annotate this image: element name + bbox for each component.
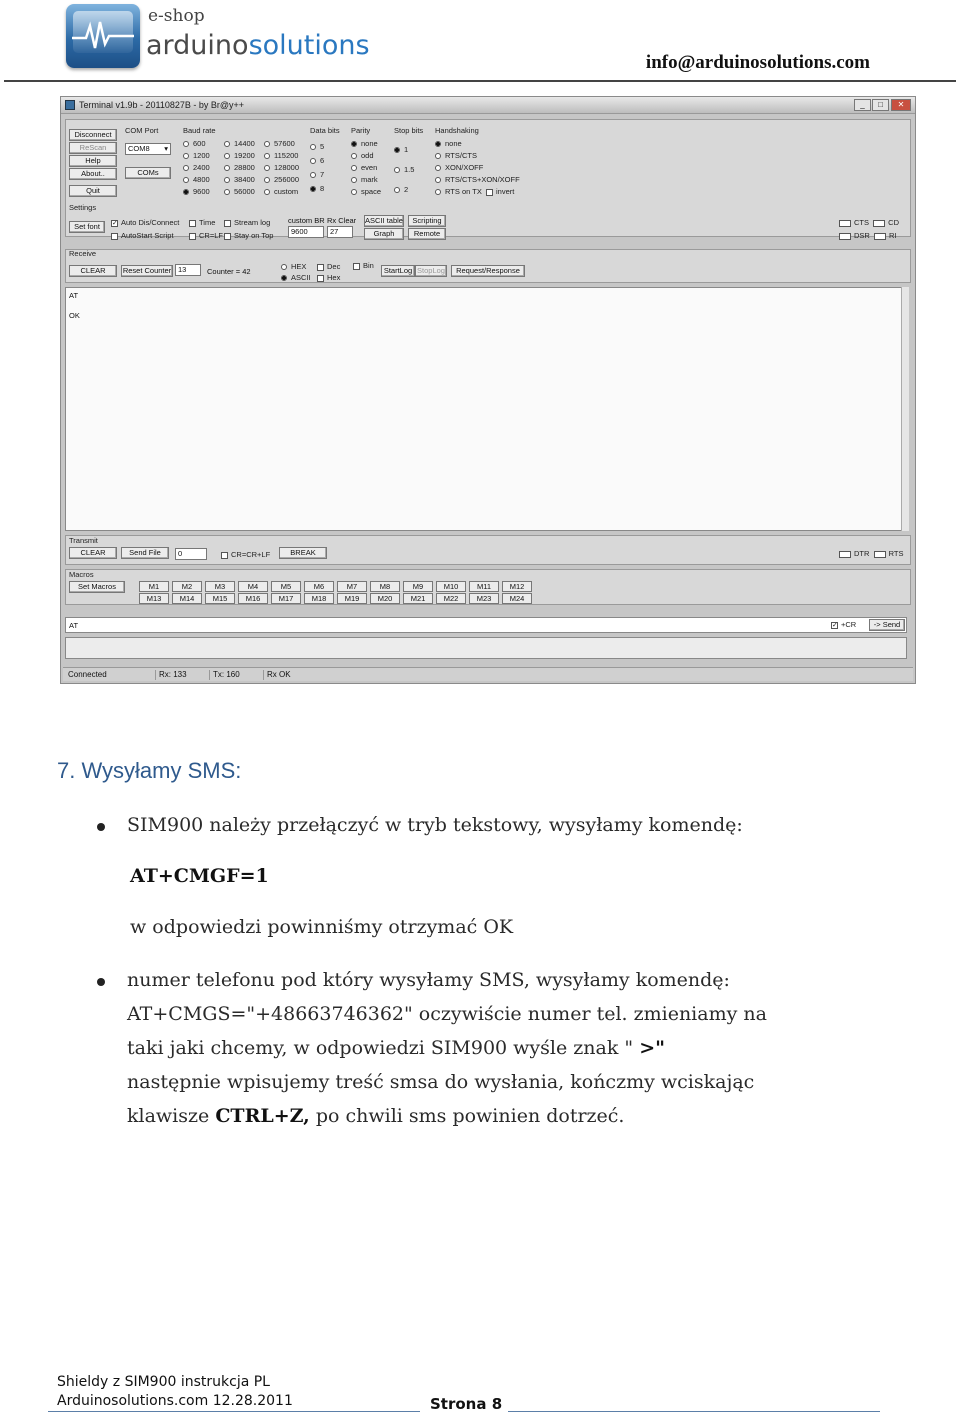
footer-site-date: Arduinosolutions.com 12.28.2011 bbox=[57, 1393, 293, 1409]
rx-clear-input[interactable]: 27 bbox=[327, 226, 353, 238]
data-bits-options[interactable]: 5 6 7 8 bbox=[310, 140, 324, 196]
counter-input[interactable]: 13 bbox=[175, 264, 201, 276]
graph-button[interactable]: Graph bbox=[364, 228, 404, 240]
app-icon bbox=[65, 100, 75, 110]
receive-scrollbar[interactable] bbox=[901, 287, 909, 531]
logo bbox=[66, 4, 386, 70]
macro-button[interactable]: M6 bbox=[304, 581, 334, 592]
transmit-input-value: AT bbox=[69, 621, 79, 630]
bullet-icon bbox=[97, 978, 105, 986]
pulse-icon bbox=[72, 18, 134, 54]
com-port-select[interactable]: COM8 ▾ bbox=[125, 143, 171, 155]
logo-brand-text: arduinosolutions bbox=[146, 30, 370, 61]
scripting-button[interactable]: Scripting bbox=[408, 215, 446, 227]
macro-button[interactable]: M4 bbox=[238, 581, 268, 592]
com-port-label: COM Port bbox=[125, 126, 159, 135]
macro-button[interactable]: M20 bbox=[370, 593, 400, 604]
coms-button[interactable]: COMs bbox=[125, 167, 171, 179]
settings-checks-col3[interactable]: Stream log Stay on Top bbox=[224, 216, 273, 242]
status-tx: Tx: 160 bbox=[209, 670, 240, 680]
stoplog-button[interactable]: StopLog bbox=[415, 265, 447, 277]
baud-col-2[interactable]: 14400 19200 28800 38400 56000 bbox=[224, 138, 255, 198]
macro-button[interactable]: M3 bbox=[205, 581, 235, 592]
macros-label: Macros bbox=[69, 570, 94, 579]
bullet-2-line-5: klawisze CTRL+Z, po chwili sms powinien dotrzeć. bbox=[127, 1105, 625, 1127]
bullet-2-line-2: AT+CMGS="+48663746362" oczywiście numer tel. zmieniamy na bbox=[127, 1003, 767, 1025]
receive-line: OK bbox=[69, 311, 80, 320]
parity-label: Parity bbox=[351, 126, 371, 135]
handshaking-options[interactable]: none RTS/CTS XON/XOFF RTS/CTS+XON/XOFF RTS on TX invert bbox=[435, 138, 520, 198]
minimize-icon[interactable]: _ bbox=[854, 99, 871, 111]
parity-options[interactable]: none odd even mark space bbox=[351, 138, 381, 198]
footer-rule-left bbox=[48, 1411, 420, 1412]
transmit-input[interactable] bbox=[65, 617, 907, 633]
counter-label: Counter = 42 bbox=[207, 267, 251, 276]
clear-receive-button[interactable]: CLEAR bbox=[69, 265, 117, 277]
data-bits-label: Data bits bbox=[310, 126, 340, 135]
startlog-button[interactable]: StartLog bbox=[381, 265, 415, 277]
rescan-button[interactable]: ReScan bbox=[69, 142, 117, 154]
status-bar bbox=[63, 667, 913, 681]
plus-cr-checkbox[interactable]: ✓ +CR bbox=[832, 620, 857, 629]
receive-output[interactable] bbox=[65, 287, 907, 531]
bullet-2-line-1: numer telefonu pod który wysyłamy SMS, wysyłamy komendę: bbox=[127, 969, 730, 991]
status-rxok: Rx OK bbox=[263, 670, 291, 680]
reset-counter-button[interactable]: Reset Counter bbox=[122, 266, 172, 275]
macro-button[interactable]: M18 bbox=[304, 593, 334, 604]
led-indicators-top: CTS CD DSR RI bbox=[839, 216, 899, 242]
handshaking-label: Handshaking bbox=[435, 126, 479, 135]
custom-br-label: custom BR bbox=[288, 216, 325, 225]
terminal-title: Terminal v1.9b - 20110827B - by Br@y++ bbox=[79, 100, 245, 110]
bullet-2-line-3: taki jaki chcemy, w odpowiedzi SIM900 wyśle znak " >" bbox=[127, 1037, 666, 1059]
macro-button[interactable]: M1 bbox=[139, 581, 169, 592]
baud-col-3[interactable]: 57600 115200 128000 256000 custom bbox=[264, 138, 299, 198]
led-indicators-bottom: DTR RTS bbox=[839, 549, 903, 558]
macro-button[interactable]: M11 bbox=[469, 581, 499, 592]
transmit-label: Transmit bbox=[69, 536, 98, 545]
macro-button[interactable]: M10 bbox=[436, 581, 466, 592]
close-icon[interactable]: ✕ bbox=[891, 99, 911, 111]
page-number: Strona 8 bbox=[430, 1395, 503, 1413]
chevron-down-icon: ▾ bbox=[164, 144, 168, 153]
set-macros-button[interactable]: Set Macros bbox=[69, 581, 125, 593]
disconnect-button[interactable]: Disconnect bbox=[69, 129, 117, 141]
macro-button[interactable]: M19 bbox=[337, 593, 367, 604]
macro-button[interactable]: M13 bbox=[139, 593, 169, 604]
transmit-history[interactable] bbox=[65, 637, 907, 659]
macro-button[interactable]: M9 bbox=[403, 581, 433, 592]
settings-checks-col1[interactable]: ✓ Auto Dis/Connect AutoStart Script bbox=[112, 218, 180, 240]
stop-bits-options[interactable]: 1 1.5 2 bbox=[394, 140, 414, 200]
about-button[interactable]: About.. bbox=[69, 168, 117, 180]
terminal-window bbox=[60, 96, 916, 684]
status-connection: Connected bbox=[68, 670, 107, 679]
receive-mode-2[interactable]: Dec Hex bbox=[317, 261, 340, 283]
set-font-button[interactable]: Set font bbox=[69, 221, 105, 233]
macro-button[interactable]: M21 bbox=[403, 593, 433, 604]
macro-button[interactable]: M8 bbox=[370, 581, 400, 592]
receive-mode-1[interactable]: HEX ASCII bbox=[281, 261, 311, 283]
receive-line: AT bbox=[69, 291, 79, 300]
settings-label: Settings bbox=[69, 203, 97, 212]
bullet-icon bbox=[97, 823, 105, 831]
help-button[interactable]: Help bbox=[69, 155, 117, 167]
custom-br-input[interactable]: 9600 bbox=[288, 226, 324, 238]
receive-label: Receive bbox=[69, 249, 97, 258]
baud-rate-label: Baud rate bbox=[183, 126, 216, 135]
stop-bits-label: Stop bits bbox=[394, 126, 424, 135]
response-text: w odpowiedzi powinniśmy otrzymać OK bbox=[130, 916, 514, 938]
footer-rule-right bbox=[508, 1411, 880, 1412]
footer-doc-title: Shieldy z SIM900 instrukcja PL bbox=[57, 1374, 270, 1390]
terminal-titlebar bbox=[61, 97, 915, 114]
baud-col-1[interactable]: 600 1200 2400 4800 9600 bbox=[183, 138, 210, 198]
macro-button[interactable]: M2 bbox=[172, 581, 202, 592]
send-file-input[interactable]: 0 bbox=[175, 548, 207, 560]
section-heading: 7. Wysyłamy SMS: bbox=[57, 758, 242, 783]
settings-checks-col2[interactable]: Time CR=LF bbox=[189, 216, 223, 242]
rx-clear-label: Rx Clear bbox=[327, 216, 357, 225]
send-button[interactable]: -> Send bbox=[869, 619, 905, 631]
macro-button[interactable]: M17 bbox=[271, 593, 301, 604]
ascii-table-button[interactable]: ASCII table bbox=[365, 216, 403, 225]
remote-button[interactable]: Remote bbox=[408, 228, 446, 240]
header-divider bbox=[4, 80, 956, 82]
macro-button[interactable]: M23 bbox=[469, 593, 499, 604]
bullet-1-text: SIM900 należy przełączyć w tryb tekstowy, wysyłamy komendę: bbox=[127, 814, 743, 836]
header-email[interactable]: info@arduinosolutions.com bbox=[645, 52, 870, 73]
command-cmgf: AT+CMGF=1 bbox=[130, 865, 269, 887]
macro-button[interactable]: M5 bbox=[271, 581, 301, 592]
request-response-button[interactable]: Request/Response bbox=[451, 265, 525, 277]
macro-button[interactable]: M22 bbox=[436, 593, 466, 604]
macro-button[interactable]: M24 bbox=[502, 593, 532, 604]
macro-button[interactable]: M15 bbox=[205, 593, 235, 604]
receive-mode-3[interactable]: Bin bbox=[353, 261, 374, 270]
break-button[interactable]: BREAK bbox=[279, 547, 327, 559]
macro-button[interactable]: M14 bbox=[172, 593, 202, 604]
macro-button[interactable]: M16 bbox=[238, 593, 268, 604]
bullet-2-line-4: następnie wpisujemy treść smsa do wysłania, kończmy wciskając bbox=[127, 1071, 755, 1093]
send-file-button[interactable]: Send File bbox=[121, 547, 169, 559]
quit-button[interactable]: Quit bbox=[69, 185, 117, 197]
clear-transmit-button[interactable]: CLEAR bbox=[69, 547, 117, 559]
tx-cr-lf-checkbox[interactable]: CR=CR+LF bbox=[221, 550, 270, 559]
macro-button[interactable]: M12 bbox=[502, 581, 532, 592]
maximize-icon[interactable]: □ bbox=[872, 99, 889, 111]
status-rx: Rx: 133 bbox=[155, 670, 187, 680]
macro-button[interactable]: M7 bbox=[337, 581, 367, 592]
logo-eshop-text: e-shop bbox=[148, 6, 205, 26]
